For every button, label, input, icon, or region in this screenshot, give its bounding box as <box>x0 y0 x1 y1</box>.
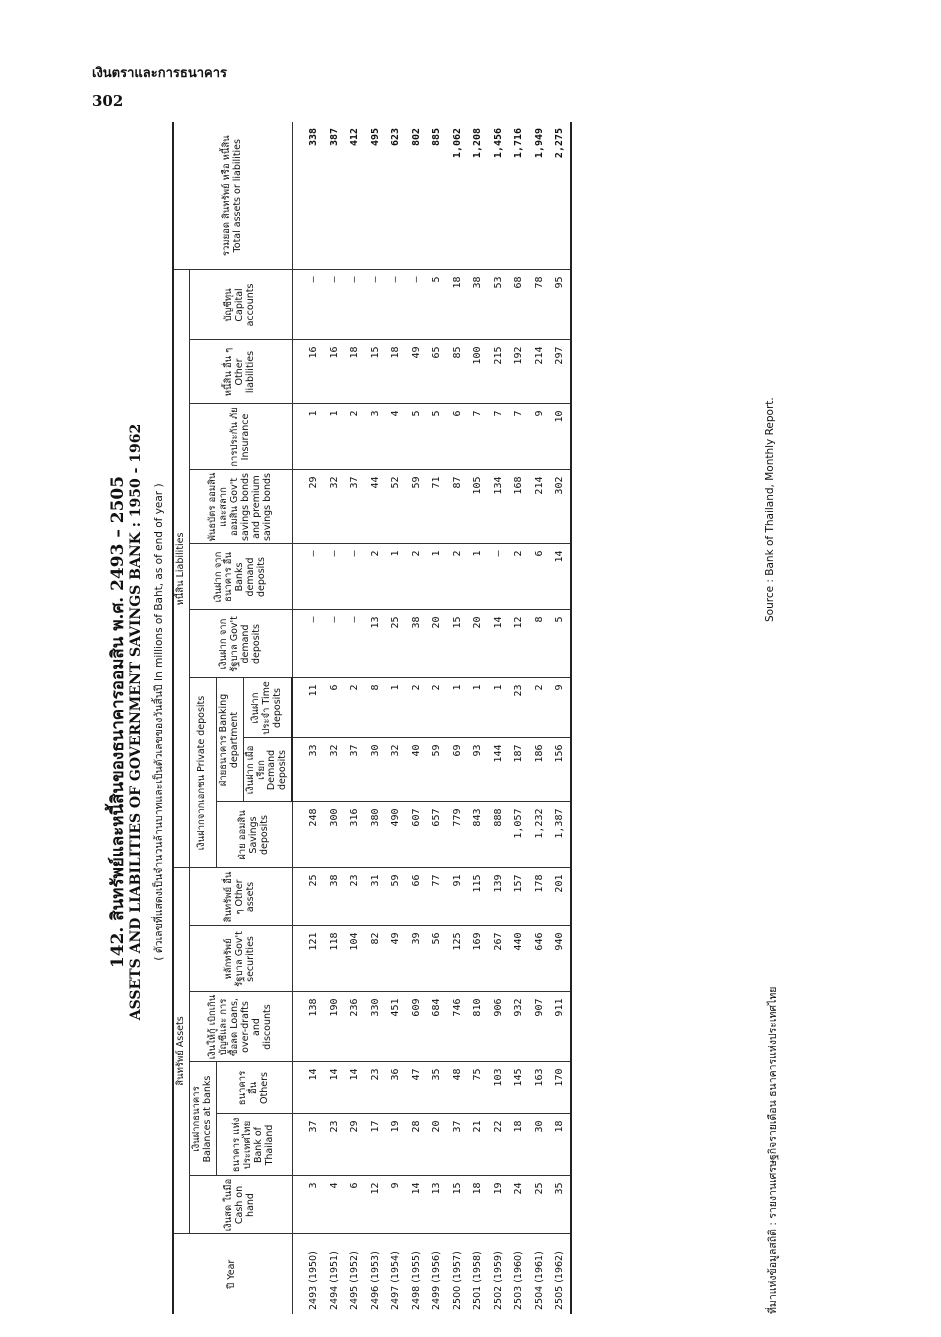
total-cell: 1,716 <box>508 122 529 270</box>
value-cell: 190 <box>324 992 345 1062</box>
value-cell: 236 <box>344 992 365 1062</box>
total-cell: 623 <box>385 122 406 270</box>
value-cell: 93 <box>467 738 488 802</box>
value-cell: 59 <box>406 470 427 544</box>
value-cell: 24 <box>508 1176 529 1234</box>
value-cell: 25 <box>292 868 324 926</box>
year-cell: 2501 (1958) <box>472 1251 484 1310</box>
header-other-liabilities: หนี้สิน อื่น ๆ Other liabilities <box>189 340 292 404</box>
value-cell: 65 <box>426 340 447 404</box>
value-cell: 14 <box>406 1176 427 1234</box>
value-cell: 18 <box>447 270 468 340</box>
value-cell: 940 <box>549 926 571 992</box>
value-cell: 20 <box>426 1114 447 1176</box>
table-row <box>508 122 529 1314</box>
year-cell: 2496 (1953) <box>369 1251 381 1310</box>
value-cell: 18 <box>385 340 406 404</box>
value-cell: 23 <box>344 868 365 926</box>
value-cell: 4 <box>324 1176 345 1234</box>
value-cell: — <box>324 610 345 678</box>
value-cell: 6 <box>344 1176 365 1234</box>
value-cell: 121 <box>292 926 324 992</box>
value-cell: 77 <box>426 868 447 926</box>
value-cell: 38 <box>406 610 427 678</box>
value-cell: 66 <box>406 868 427 926</box>
total-cell: 1,208 <box>467 122 488 270</box>
table-row <box>549 122 571 1314</box>
header-private-deposits: เงินฝากจากเอกชน Private deposits <box>189 678 216 868</box>
value-cell: 18 <box>508 1114 529 1176</box>
table-row <box>467 122 488 1314</box>
value-cell: — <box>488 544 509 610</box>
value-cell: 14 <box>292 1062 324 1114</box>
value-cell: 2 <box>344 404 365 470</box>
table-row <box>529 122 550 1314</box>
value-cell: 2 <box>447 544 468 610</box>
table-title-th <box>104 122 131 1322</box>
total-cell: 1,062 <box>447 122 468 270</box>
value-cell: — <box>344 270 365 340</box>
value-cell: 32 <box>324 738 345 802</box>
value-cell: 214 <box>529 470 550 544</box>
table-block <box>96 122 796 1322</box>
value-cell: 15 <box>447 1176 468 1234</box>
value-cell: 1 <box>292 404 324 470</box>
year-cell: 2499 (1956) <box>431 1251 443 1310</box>
value-cell: 125 <box>447 926 468 992</box>
header-loans: เงินให้กู้ เบิกเกิน บัญชีและ การซื้อลด Loans, over-drafts and discounts <box>189 992 292 1062</box>
value-cell: 1 <box>385 544 406 610</box>
table-row <box>488 122 509 1314</box>
value-cell: 19 <box>385 1114 406 1176</box>
value-cell: 115 <box>467 868 488 926</box>
value-cell: 25 <box>529 1176 550 1234</box>
value-cell: 37 <box>344 738 365 802</box>
value-cell: 169 <box>467 926 488 992</box>
header-cash: เงินสด ในมือ Cash on hand <box>189 1176 292 1234</box>
value-cell: 609 <box>406 992 427 1062</box>
value-cell: 68 <box>508 270 529 340</box>
value-cell: 6 <box>324 678 345 738</box>
value-cell: 29 <box>292 470 324 544</box>
value-cell: 451 <box>385 992 406 1062</box>
header-govt-demand: เงินฝาก จากรัฐบาล Gov't demand deposits <box>189 610 292 678</box>
table-row <box>344 122 365 1314</box>
value-cell: 906 <box>488 992 509 1062</box>
source-thai: ที่มาแห่งข้อมูลสถิติ : รายงานเศรษฐกิจรายเดือน ธนาคารแห่งประเทศไทย <box>767 986 779 1314</box>
value-cell: 56 <box>426 926 447 992</box>
value-cell: 13 <box>426 1176 447 1234</box>
value-cell: 31 <box>365 868 386 926</box>
value-cell: 1 <box>447 678 468 738</box>
value-cell: 103 <box>488 1062 509 1114</box>
value-cell: 2 <box>406 678 427 738</box>
value-cell: 7 <box>508 404 529 470</box>
value-cell: 15 <box>365 340 386 404</box>
value-cell: 14 <box>344 1062 365 1114</box>
value-cell: — <box>385 270 406 340</box>
year-cell: 2495 (1952) <box>349 1251 361 1310</box>
value-cell: 843 <box>467 802 488 868</box>
value-cell: 7 <box>467 404 488 470</box>
value-cell: 267 <box>488 926 509 992</box>
value-cell: 145 <box>508 1062 529 1114</box>
value-cell: 95 <box>549 270 571 340</box>
value-cell: 18 <box>549 1114 571 1176</box>
value-cell: 178 <box>529 868 550 926</box>
header-insurance: การประกัน ภัย Insurance <box>189 404 292 470</box>
total-cell: 1,949 <box>529 122 550 270</box>
value-cell: 1 <box>467 544 488 610</box>
value-cell: 19 <box>488 1176 509 1234</box>
value-cell: 78 <box>529 270 550 340</box>
value-cell: 75 <box>467 1062 488 1114</box>
value-cell: 201 <box>549 868 571 926</box>
value-cell: 302 <box>549 470 571 544</box>
value-cell: 907 <box>529 992 550 1062</box>
value-cell: 1,057 <box>508 802 529 868</box>
total-cell: 338 <box>292 122 324 270</box>
header-assets: สินทรัพย์ Assets <box>173 868 189 1234</box>
value-cell: 53 <box>488 270 509 340</box>
value-cell: 1 <box>467 678 488 738</box>
value-cell: 9 <box>549 678 571 738</box>
value-cell: 38 <box>467 270 488 340</box>
value-cell: 9 <box>529 404 550 470</box>
value-cell: 82 <box>365 926 386 992</box>
value-cell: 36 <box>385 1062 406 1114</box>
value-cell: 9 <box>385 1176 406 1234</box>
value-cell: 607 <box>406 802 427 868</box>
value-cell: 16 <box>292 340 324 404</box>
value-cell: 2 <box>508 544 529 610</box>
total-cell: 495 <box>365 122 386 270</box>
value-cell: 14 <box>324 1062 345 1114</box>
value-cell: 30 <box>529 1114 550 1176</box>
running-head: เงินตราและการธนาคาร <box>92 66 227 81</box>
value-cell: 2 <box>365 544 386 610</box>
value-cell: 139 <box>488 868 509 926</box>
value-cell: 104 <box>344 926 365 992</box>
value-cell: 156 <box>549 738 571 802</box>
value-cell: 13 <box>365 610 386 678</box>
value-cell: 192 <box>508 340 529 404</box>
value-cell: — <box>292 544 324 610</box>
value-cell: 1,387 <box>549 802 571 868</box>
value-cell: — <box>344 610 365 678</box>
year-cell: 2505 (1962) <box>549 1234 571 1314</box>
value-cell: 144 <box>488 738 509 802</box>
value-cell: 44 <box>365 470 386 544</box>
header-time: เงินฝาก ประจำ Time deposits <box>243 678 292 738</box>
value-cell: 215 <box>488 340 509 404</box>
title-th-text: สินทรัพย์และหนี้สินของธนาคารออมสิน พ.ศ. 2493 – 2505 <box>108 475 128 921</box>
value-cell: 22 <box>488 1114 509 1176</box>
table-number: 142. <box>108 926 128 969</box>
year-cell: 2494 (1951) <box>328 1251 340 1310</box>
value-cell: 23 <box>324 1114 345 1176</box>
value-cell: 163 <box>529 1062 550 1114</box>
total-cell: 885 <box>426 122 447 270</box>
value-cell: 35 <box>549 1176 571 1234</box>
source-english: Source : Bank of Thailand, Monthly Report. <box>764 397 776 622</box>
value-cell: 23 <box>508 678 529 738</box>
table-row <box>365 122 386 1314</box>
value-cell: 214 <box>529 340 550 404</box>
value-cell: 87 <box>447 470 468 544</box>
value-cell: 6 <box>529 544 550 610</box>
header-bonds: พันธบัตร ออมสิน และสลาก ออมสิน Gov't savings bonds and premium savings bonds <box>189 470 292 544</box>
header-total: รวมยอด สินทรัพย์ หรือ หนี้สิน Total assets or liabilities <box>173 122 292 270</box>
value-cell: 138 <box>292 992 324 1062</box>
header-bank-of-thailand: ธนาคาร แห่งประเทศไทย Bank of Thailand <box>216 1114 292 1176</box>
value-cell: 157 <box>508 868 529 926</box>
value-cell: 25 <box>385 610 406 678</box>
value-cell: 8 <box>365 678 386 738</box>
value-cell: 440 <box>508 926 529 992</box>
value-cell: 100 <box>467 340 488 404</box>
value-cell: 10 <box>549 404 571 470</box>
value-cell: 248 <box>292 802 324 868</box>
table-title-en: ASSETS AND LIABILITIES OF GOVERNMENT SAVINGS BANK : 1950 - 1962 <box>128 423 144 1021</box>
value-cell: 2 <box>406 544 427 610</box>
value-cell: 14 <box>488 610 509 678</box>
value-cell: 186 <box>529 738 550 802</box>
value-cell: 11 <box>292 678 324 738</box>
value-cell: 779 <box>447 802 468 868</box>
value-cell: — <box>292 270 324 340</box>
value-cell: 37 <box>292 1114 324 1176</box>
value-cell: 28 <box>406 1114 427 1176</box>
value-cell: 17 <box>365 1114 386 1176</box>
value-cell: 18 <box>344 340 365 404</box>
value-cell: 297 <box>549 340 571 404</box>
value-cell: 118 <box>324 926 345 992</box>
year-cell: 2504 (1961) <box>533 1251 545 1310</box>
year-cell: 2503 (1960) <box>513 1251 525 1310</box>
value-cell: 6 <box>447 404 468 470</box>
value-cell: 49 <box>385 926 406 992</box>
value-cell: 2 <box>344 678 365 738</box>
header-balances: เงินฝากธนาคาร Balances at banks <box>189 1062 216 1176</box>
value-cell: 14 <box>549 544 571 610</box>
value-cell: 16 <box>324 340 345 404</box>
value-cell: 7 <box>488 404 509 470</box>
value-cell: 20 <box>426 610 447 678</box>
value-cell: 134 <box>488 470 509 544</box>
value-cell: 5 <box>426 270 447 340</box>
value-cell: 32 <box>385 738 406 802</box>
year-cell: 2493 (1950) <box>307 1251 319 1310</box>
value-cell: — <box>324 270 345 340</box>
value-cell: 59 <box>426 738 447 802</box>
value-cell: 4 <box>385 404 406 470</box>
header-govt-securities: หลักทรัพย์ รัฐบาล Gov't securities <box>189 926 292 992</box>
value-cell: 380 <box>365 802 386 868</box>
value-cell: 59 <box>385 868 406 926</box>
value-cell: 316 <box>344 802 365 868</box>
header-year: ปี Year <box>173 1234 292 1314</box>
value-cell: 30 <box>365 738 386 802</box>
table-body <box>292 122 571 1314</box>
year-cell: 2502 (1959) <box>492 1251 504 1310</box>
value-cell: 3 <box>365 404 386 470</box>
total-cell: 412 <box>344 122 365 270</box>
header-demand: เงินฝาก เผื่อเรียก Demand deposits <box>243 738 292 802</box>
value-cell: 1 <box>426 544 447 610</box>
value-cell: — <box>406 270 427 340</box>
value-cell: 3 <box>292 1176 324 1234</box>
value-cell: 40 <box>406 738 427 802</box>
value-cell: 911 <box>549 992 571 1062</box>
unit-note: ( ตัวเลขที่แสดงเป็นจำนวนล้านบาทและเป็นตัวเลขของวันสิ้นปี In millions of Baht, as of end of year ) <box>153 483 165 961</box>
total-cell: 1,456 <box>488 122 509 270</box>
value-cell: 2 <box>426 678 447 738</box>
year-cell: 2497 (1954) <box>390 1251 402 1310</box>
value-cell: 52 <box>385 470 406 544</box>
header-liabilities: หนี้สิน Liabilities <box>173 270 189 868</box>
value-cell: 1 <box>488 678 509 738</box>
value-cell: 18 <box>467 1176 488 1234</box>
value-cell: 657 <box>426 802 447 868</box>
value-cell: 810 <box>467 992 488 1062</box>
value-cell: 5 <box>426 404 447 470</box>
value-cell: 38 <box>324 868 345 926</box>
value-cell: 1 <box>324 404 345 470</box>
value-cell: 490 <box>385 802 406 868</box>
value-cell: 35 <box>426 1062 447 1114</box>
header-bank-demand: เงินฝาก จาก ธนาคาร อื่น Banks demand deposits <box>189 544 292 610</box>
value-cell: 932 <box>508 992 529 1062</box>
value-cell: 85 <box>447 340 468 404</box>
value-cell: 69 <box>447 738 468 802</box>
value-cell: — <box>365 270 386 340</box>
header-other-banks: ธนาคาร อื่น Others <box>216 1062 292 1114</box>
value-cell: 330 <box>365 992 386 1062</box>
value-cell: 2 <box>529 678 550 738</box>
table-row <box>426 122 447 1314</box>
value-cell: 12 <box>508 610 529 678</box>
value-cell: 20 <box>467 610 488 678</box>
value-cell: 32 <box>324 470 345 544</box>
value-cell: 48 <box>447 1062 468 1114</box>
value-cell: 37 <box>344 470 365 544</box>
value-cell: 15 <box>447 610 468 678</box>
value-cell: 8 <box>529 610 550 678</box>
table-row <box>324 122 345 1314</box>
value-cell: 187 <box>508 738 529 802</box>
total-cell: 387 <box>324 122 345 270</box>
value-cell: 21 <box>467 1114 488 1176</box>
data-table <box>172 122 572 1314</box>
value-cell: 746 <box>447 992 468 1062</box>
header-savings: ฝ่าย ออมสิน Savings deposits <box>216 802 292 868</box>
header-banking-department: ฝ่ายธนาคาร Banking department <box>216 678 243 802</box>
value-cell: 23 <box>365 1062 386 1114</box>
value-cell: 1 <box>385 678 406 738</box>
value-cell: 71 <box>426 470 447 544</box>
value-cell: 168 <box>508 470 529 544</box>
value-cell: 12 <box>365 1176 386 1234</box>
table-row <box>447 122 468 1314</box>
table-row <box>385 122 406 1314</box>
value-cell: 49 <box>406 340 427 404</box>
table-row <box>406 122 427 1314</box>
total-cell: 2,275 <box>549 122 571 270</box>
value-cell: 300 <box>324 802 345 868</box>
value-cell: 91 <box>447 868 468 926</box>
value-cell: 29 <box>344 1114 365 1176</box>
value-cell: — <box>324 544 345 610</box>
value-cell: 5 <box>549 610 571 678</box>
header-other-assets: สินทรัพย์ อื่น ๆ Other assets <box>189 868 292 926</box>
total-cell: 802 <box>406 122 427 270</box>
value-cell: — <box>292 610 324 678</box>
value-cell: — <box>344 544 365 610</box>
value-cell: 888 <box>488 802 509 868</box>
value-cell: 684 <box>426 992 447 1062</box>
value-cell: 5 <box>406 404 427 470</box>
table-row <box>292 122 324 1314</box>
value-cell: 1,232 <box>529 802 550 868</box>
page-number: 302 <box>92 92 124 110</box>
value-cell: 646 <box>529 926 550 992</box>
year-cell: 2498 (1955) <box>410 1251 422 1310</box>
value-cell: 39 <box>406 926 427 992</box>
value-cell: 47 <box>406 1062 427 1114</box>
value-cell: 170 <box>549 1062 571 1114</box>
value-cell: 33 <box>292 738 324 802</box>
value-cell: 37 <box>447 1114 468 1176</box>
year-cell: 2500 (1957) <box>451 1251 463 1310</box>
value-cell: 105 <box>467 470 488 544</box>
header-capital: บัญชีทุน Capital accounts <box>189 270 292 340</box>
